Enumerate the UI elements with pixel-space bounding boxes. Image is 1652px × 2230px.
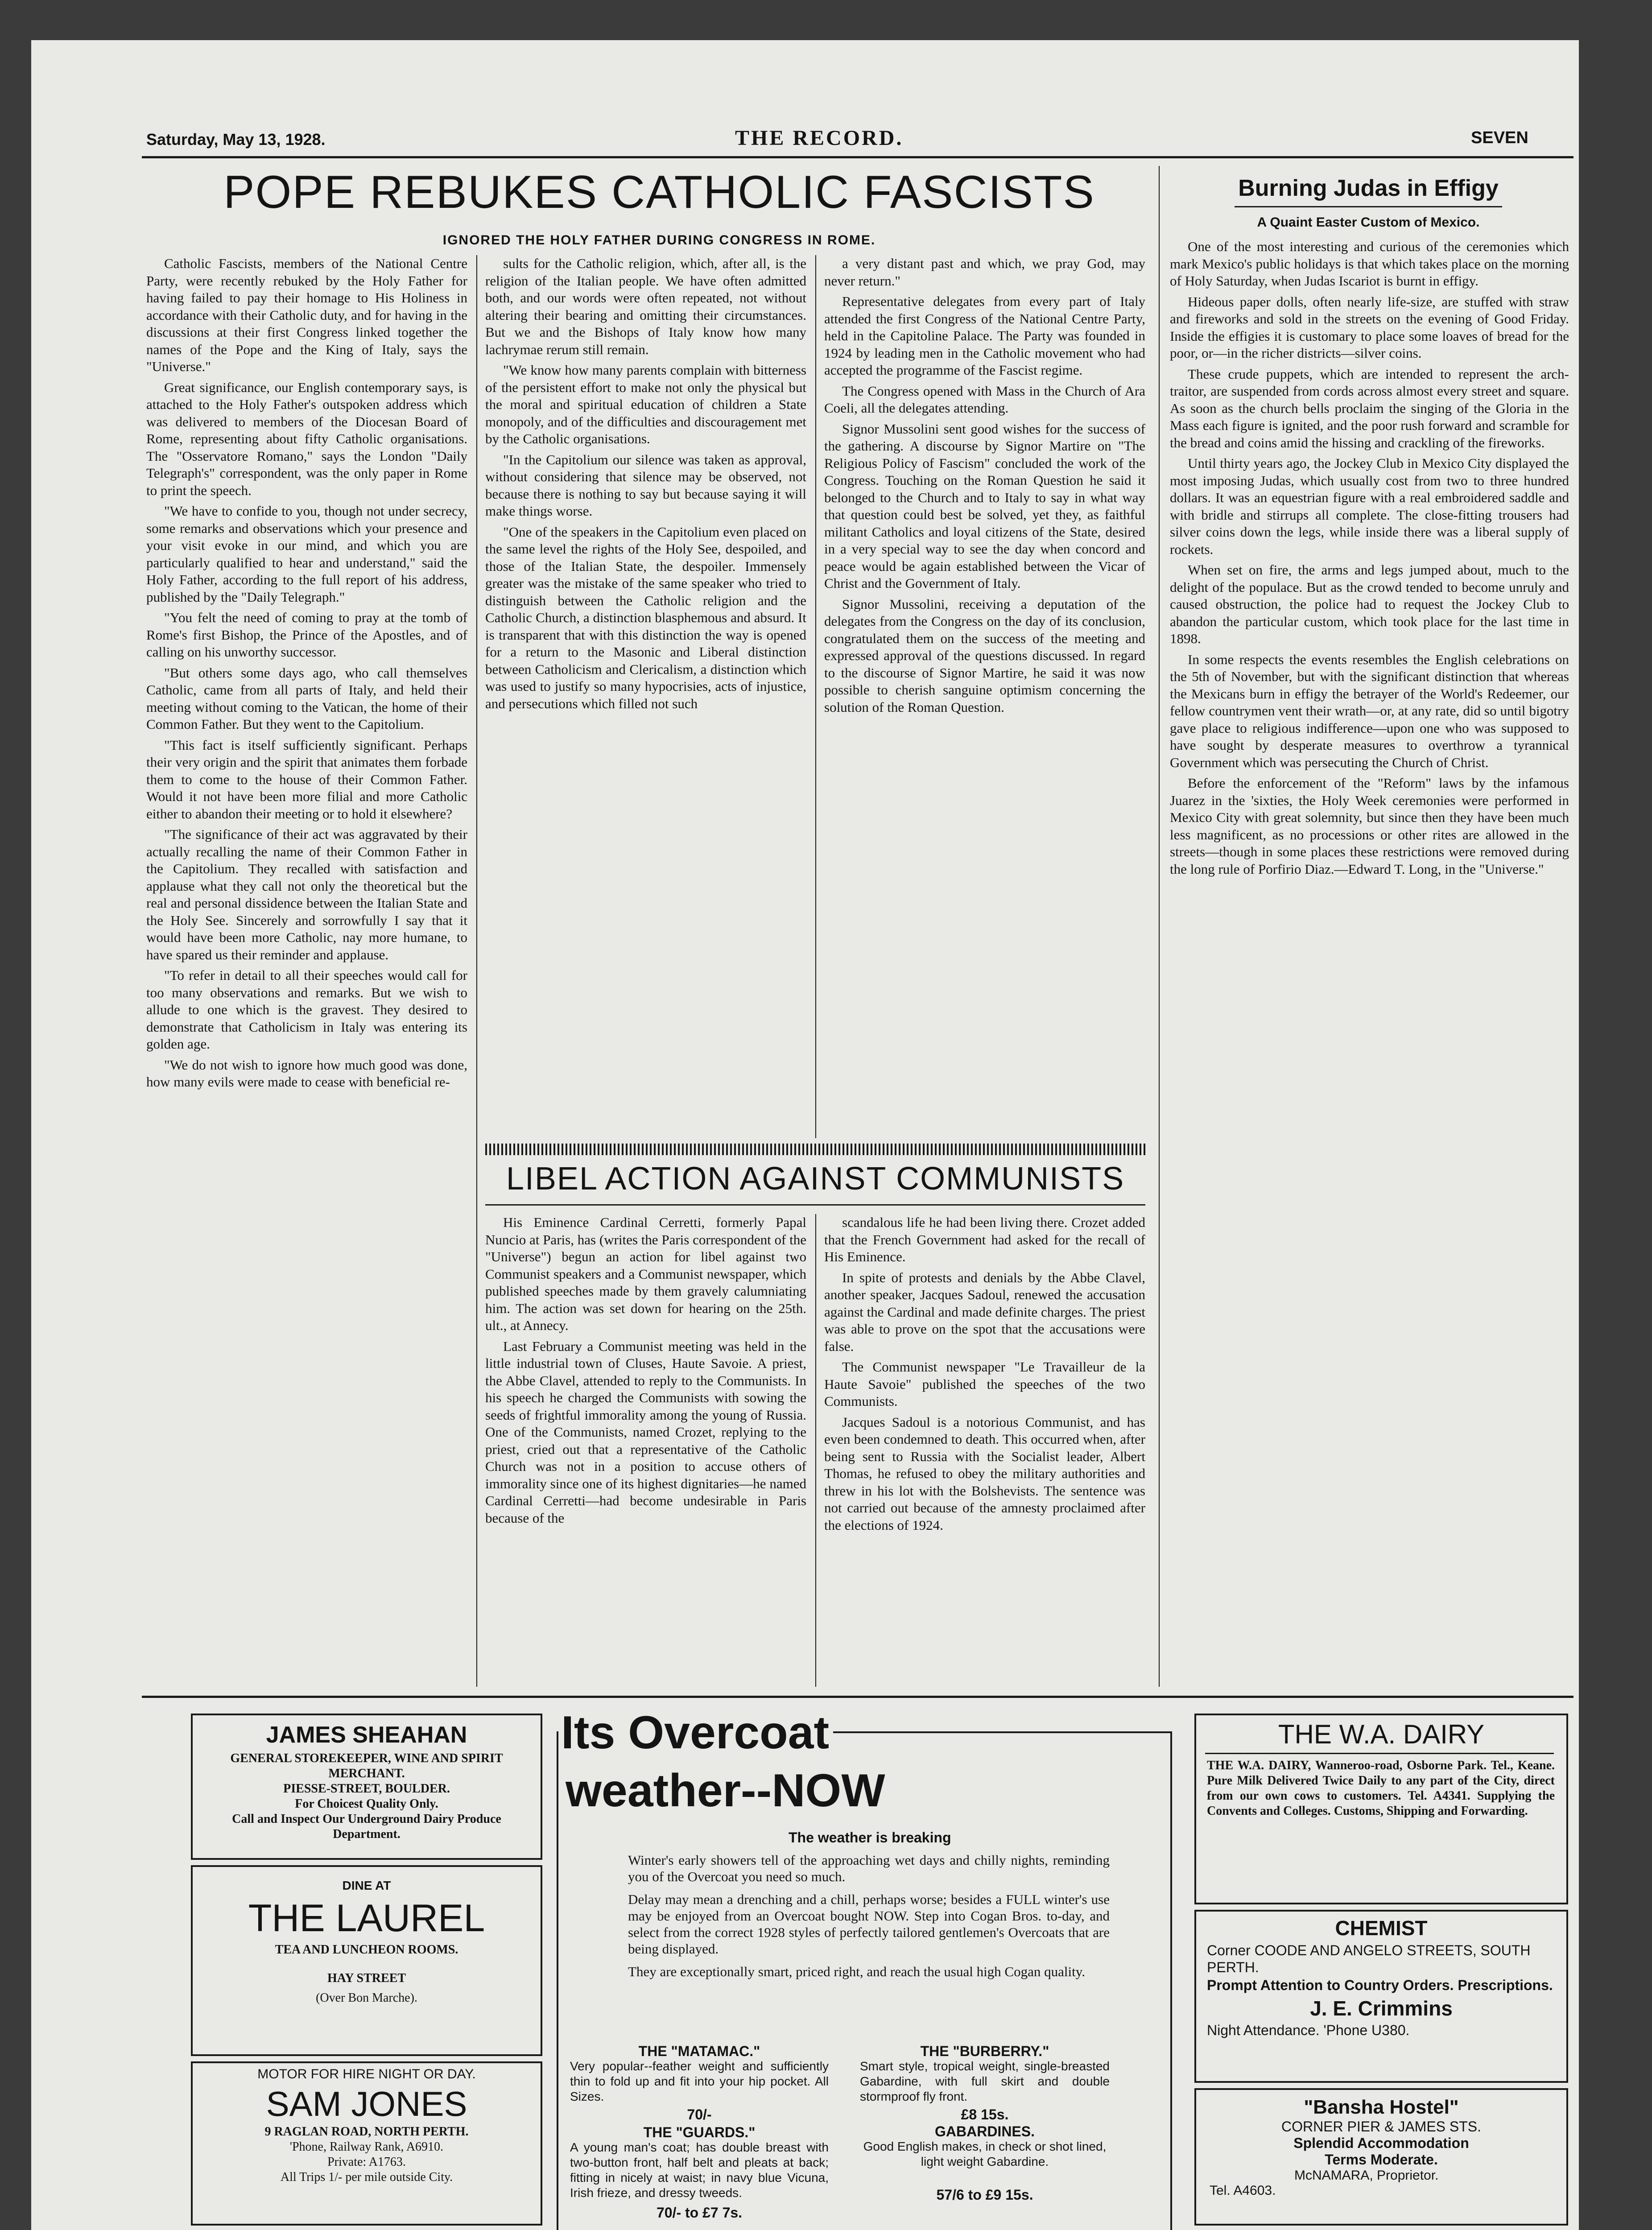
- chemist-who: J. E. Crimmins: [1310, 1997, 1453, 2020]
- gabardines-price: 57/6 to £9 15s.: [936, 2187, 1033, 2203]
- laurel-name: THE LAUREL: [248, 1897, 485, 1940]
- guards-price: 70/- to £7 7s.: [656, 2205, 743, 2221]
- laurel-sub: TEA AND LUNCHEON ROOMS.: [275, 1943, 458, 1957]
- burberry-price: £8 15s.: [961, 2106, 1009, 2123]
- pope-paragraph: Signor Mussolini sent good wishes for the success of the gathering. A discourse by Signor Martire on "The Religious Policy of Fascism" concluded the work of the Congress. Touching on the Roman Question he said it belonged to the Church and to Italy to say in what way that question could best be solved, yet they, as faithful militant Catholics and loyal citizens of the State, desired in a very special way to see the day when concord and peace would be again established between the Vicar of Christ and the Government of Italy.: [824, 421, 1145, 591]
- overcoat-title-1: Its Overcoat: [561, 1707, 830, 1759]
- laurel-dine-at: DINE AT: [342, 1879, 391, 1892]
- overcoat-paragraph: Winter's early showers tell of the approaching wet days and chilly nights, reminding you of the Overcoat you need so much.: [628, 1852, 1110, 1884]
- sheahan-name: JAMES SHEAHAN: [266, 1722, 467, 1748]
- ad-the-laurel: [191, 1865, 542, 2056]
- burberry-text: Smart style, tropical weight, single-breasted Gabardine, with full skirt and double stormproof fly front.: [860, 2059, 1110, 2103]
- samjones-address: 9 RAGLAN ROAD, NORTH PERTH.: [264, 2125, 469, 2139]
- pope-paragraph: Great significance, our English contemporary says, is attached to the Holy Father's outspoken address which was delivered to members of the Diocesan Board of Rome, representing about fifty Catholic organisations. The "Osservatore Romano," says the London "Daily Telegraph's" correspondent, was the only paper in Rome to print the speech.: [146, 379, 467, 498]
- judas-paragraph: In some respects the events resembles the English celebrations on the 5th of November, but with the significant distinction that whereas the Mexicans burn in effigy the betrayer of the World's Redeemer, our fellow countrymen vent their wrath—or, at any rate, did so until bigotry gave place to religious indifference—upon one who was supposed to have sought by desperate measures to overthrow a tyrannical Government which was persecuting the Church of Christ.: [1170, 651, 1569, 770]
- ad-frame-right: [1170, 1731, 1172, 2230]
- libel-paragraph: Last February a Communist meeting was held in the little industrial town of Cluses, Haute Savoie. A priest, the Abbe Clavel, attended to reply to the Communists. In his speech he charged the Communists with sowing the seeds of frightful immorality among the young of Russia. One of the Communists, named Crozet, replying to the priest, cried out that a representative of the Catholic Church was not in a position to accuse others of immorality since one of its highest dignitaries—he named Cardinal Cerretti—had become undesirable in Paris because of the: [485, 1338, 806, 1526]
- masthead-rule: [142, 156, 1574, 158]
- dairy-rule: [1205, 1753, 1554, 1754]
- pope-paragraph: "This fact is itself sufficiently significant. Perhaps their very origin and the spirit that animates them forbade them to come to the house of their Common Father. Would it not have been more filial and more Catholic either to abandon their meeting or to hold it elsewhere?: [146, 737, 467, 822]
- guards-text: A young man's coat; has double breast with two-button front, half belt and pleats at back; fitting in nicely at waist; in navy blue Vicuna, Irish frieze, and dressy tweeds.: [570, 2140, 829, 2200]
- laurel-street: HAY STREET: [327, 1971, 406, 1985]
- sheahan-dairy: Call and Inspect Our Underground Dairy Produce Department.: [232, 1812, 501, 1841]
- ads-rule: [142, 1696, 1574, 1698]
- masthead-page: SEVEN: [1471, 128, 1528, 147]
- ad-frame-top: [833, 1731, 1172, 1733]
- chemist-prompt: Prompt Attention to Country Orders. Prescriptions.: [1207, 1977, 1553, 1993]
- libel-paragraph: scandalous life he had been living there. Crozet added that the French Government had asked for the recall of His Eminence.: [824, 1214, 1145, 1264]
- ad-frame-left: [557, 1731, 558, 2230]
- libel-column-2: [824, 1214, 1145, 1687]
- ad-bansha-hostel: [1194, 2088, 1568, 2226]
- bansha-proprietor: McNAMARA, Proprietor.: [1294, 2168, 1439, 2183]
- matamac-text: Very popular--feather weight and sufficiently thin to fold up and fit into your hip pocket. All Sizes.: [570, 2059, 829, 2103]
- laurel-near: (Over Bon Marche).: [316, 1991, 417, 2005]
- gabardines-heading: GABARDINES.: [934, 2123, 1035, 2139]
- libel-paragraph: His Eminence Cardinal Cerretti, formerly Papal Nuncio at Paris, has (writes the Paris correspondent of the "Universe") begun an action for libel against two Communist speakers and a Communist newspaper, which published speeches made by them gravely calumniating him. The action was set down for hearing on the 25th. ult., at Annecy.: [485, 1214, 806, 1333]
- samjones-hire: MOTOR FOR HIRE NIGHT OR DAY.: [257, 2067, 476, 2081]
- judas-paragraph: These crude puppets, which are intended to represent the arch-traitor, are suspended from cords across almost every street and square. As soon as the church bells proclaim the singing of the Gloria in the Mass each figure is ignited, and the poor rush forward and scramble for the bread and coins amid the hissing and crackling of the fireworks.: [1170, 366, 1569, 450]
- ad-james-sheahan: [191, 1714, 542, 1860]
- pope-paragraph: Representative delegates from every part of Italy attended the first Congress of the National Centre Party, held in the Capitoline Palace. The Party was founded in 1924 by leading men in the Catholic movement who had accepted the programme of the Fascist regime.: [824, 293, 1145, 378]
- samjones-name: SAM JONES: [266, 2084, 467, 2123]
- masthead-paper: THE RECORD.: [735, 126, 904, 150]
- bansha-name: "Bansha Hostel": [1304, 2096, 1459, 2118]
- pope-column-3: [824, 255, 1145, 1138]
- sheahan-street: PIESSE-STREET, BOULDER.: [283, 1782, 450, 1796]
- ad-sam-jones: [191, 2061, 542, 2226]
- overcoat-right-list: [860, 2044, 1110, 2202]
- overcoat-left-list: [570, 2044, 829, 2220]
- column-rule: [1159, 166, 1160, 1687]
- ad-cogan-overcoat: [557, 1705, 1172, 2230]
- overcoat-paragraph: Delay may mean a drenching and a chill, perhaps worse; besides a FULL winter's use may be enjoyed from an Overcoat bought NOW. Step into Cogan Bros. to-day, and select from the correct 1928 styles of perfectly tailored gentlemen's Overcoats that are being displayed.: [628, 1891, 1110, 1957]
- overcoat-intro: [628, 1852, 1110, 1980]
- overcoat-paragraph: They are exceptionally smart, priced right, and reach the usual high Cogan quality.: [628, 1964, 1085, 1979]
- pope-paragraph: "One of the speakers in the Capitolium even placed on the same level the rights of the Holy See, despoiled, and those of the Italian State, the despoiler. Immensely greater was the mistake of the same speaker who tried to distinguish between the Catholic religion and the Catholic Church, a distinction blasphemous and absurd. It is transparent that with this distinction the way is opened for a return to the Masonic and Liberal distinction between Catholicism and Clericalism, a distinction which was used to justify so many hypocrisies, acts of injustice, and persecutions which filled not such: [485, 524, 806, 711]
- samjones-phone: 'Phone, Railway Rank, A6910.: [289, 2140, 444, 2154]
- guards-heading: THE "GUARDS.": [643, 2124, 756, 2140]
- pope-paragraph: "You felt the need of coming to pray at the tomb of Rome's first Bishop, the Prince of the Apostles, and of calling on his unworthy successor.: [146, 610, 467, 660]
- bansha-tel: Tel. A4603.: [1210, 2183, 1276, 2198]
- pope-headline: POPE REBUKES CATHOLIC FASCISTS: [223, 166, 1095, 218]
- judas-headline: Burning Judas in Effigy: [1238, 175, 1499, 201]
- pope-paragraph: The Congress opened with Mass in the Church of Ara Coeli, all the delegates attending.: [824, 383, 1145, 416]
- dairy-name: THE W.A. DAIRY: [1278, 1719, 1485, 1749]
- judas-paragraph: Until thirty years ago, the Jockey Club in Mexico City displayed the most imposing Judas, which usually cost from two to three hundred dollars. It was an equestrian figure with a real embroidered saddle and with bridle and stirrups all complete. The close-fitting trousers had silver coins down the legs, while inside there was a liberal supply of rockets.: [1170, 455, 1569, 557]
- column-rule: [815, 1214, 816, 1687]
- judas-paragraph: One of the most interesting and curious of the ceremonies which mark Mexico's public holidays is that which takes place on the morning of Holy Saturday, when Judas Iscariot is burnt in effigy.: [1170, 239, 1569, 289]
- sheahan-quality: For Choicest Quality Only.: [295, 1797, 438, 1811]
- pope-paragraph: "In the Capitolium our silence was taken as approval, without considering that silence may be observed, not because there is nothing to say but because saying it will make things worse.: [485, 451, 806, 519]
- bansha-corner: CORNER PIER & JAMES STS.: [1281, 2118, 1482, 2135]
- column-rule: [815, 255, 816, 1138]
- pope-column-2: [485, 255, 806, 1138]
- matamac-heading: THE "MATAMAC.": [638, 2043, 760, 2059]
- pope-paragraph: "The significance of their act was aggravated by their actually recalling the name of their Common Father in the Capitolium. They recalled with satisfaction and applause what they call not only the theoretical but the real and personal dissidence between the Italian State and the Holy See. Sincerely and sorrowfully I say that it would have been more Catholic, nay more humane, to have spared us their reminder and applause.: [146, 826, 467, 962]
- judas-column: [1170, 238, 1569, 1681]
- gabardines-text: Good English makes, in check or shot lined, light weight Gabardine.: [863, 2139, 1107, 2168]
- ad-chemist: [1194, 1910, 1568, 2083]
- newspaper-page: [137, 99, 1584, 2230]
- headline-rule: [485, 1204, 1145, 1206]
- pope-paragraph: Catholic Fascists, members of the National Centre Party, were recently rebuked by the Holy Father for having failed to pay their homage to His Holiness in accordance with their Catholic duty, and for having in the discussions at their first Congress linked together the names of the Pope and the King of Italy, says the "Universe.": [146, 256, 467, 374]
- libel-headline: LIBEL ACTION AGAINST COMMUNISTS: [506, 1161, 1125, 1197]
- chemist-night: Night Attendance. 'Phone U380.: [1207, 2022, 1410, 2038]
- pope-paragraph: sults for the Catholic religion, which, after all, is the religion of the Italian people. We have often admitted both, and our words were often repeated, not without altering their bearing and omitting their circumstances. But we and the Bishops of Italy know how many lachrymae rerum still remain.: [485, 256, 806, 357]
- pope-paragraph: "We do not wish to ignore how much good was done, how many evils were made to cease with beneficial re-: [146, 1057, 467, 1090]
- ad-wa-dairy: [1194, 1714, 1568, 1904]
- libel-paragraph: The Communist newspaper "Le Travailleur de la Haute Savoie" published the speeches of the two Communists.: [824, 1359, 1145, 1409]
- samjones-trips: All Trips 1/- per mile outside City.: [280, 2170, 453, 2184]
- pope-paragraph: "We have to confide to you, though not under secrecy, some remarks and observations which your presence and your visit evoke in our mind, and which you are particularly qualified to hear and understand," said the Holy Father, according to the full report of his address, published by the "Daily Telegraph.": [146, 503, 467, 605]
- judas-paragraph: Before the enforcement of the "Reform" laws by the infamous Juarez in the 'sixties, the Holy Week ceremonies were performed in Mexico City with great solemnity, but since then they have been much less magnificent, as no processions or other rites are allowed in the streets—though in some places these restrictions were removed during the long rule of Porfirio Diaz.—Edward T. Long, in the "Universe.": [1170, 775, 1569, 877]
- samjones-private: Private: A1763.: [327, 2155, 406, 2169]
- pope-subhead: IGNORED THE HOLY FATHER DURING CONGRESS IN ROME.: [442, 233, 876, 248]
- burberry-heading: THE "BURBERRY.": [920, 2043, 1049, 2059]
- dairy-text: THE W.A. DAIRY, Wanneroo-road, Osborne Park. Tel., Keane. Pure Milk Delivered Twice Daily to any part of the City, direct from our own cows to customers. Tel. A4341. Supplying the Convents and Colleges. Customs, Shipping and Forwarding.: [1207, 1759, 1555, 1818]
- bansha-splendid: Splendid Accommodation: [1293, 2135, 1469, 2151]
- pope-column-1: [146, 255, 467, 1687]
- judas-paragraph: Hideous paper dolls, often nearly life-size, are stuffed with straw and fireworks and sold in the streets on the evening of Good Friday. Inside the effigies it is customary to place some loaves of bread for the poor, or—in the richer districts—silver coins.: [1170, 293, 1569, 361]
- overcoat-title-2: weather--NOW: [566, 1765, 885, 1817]
- chemist-name: CHEMIST: [1335, 1916, 1428, 1940]
- libel-paragraph: In spite of protests and denials by the Abbe Clavel, another speaker, Jacques Sadoul, renewed the accusation against the Cardinal and made definite charges. The priest was able to prove on the spot that the accusations were false.: [824, 1269, 1145, 1354]
- matamac-price: 70/-: [687, 2106, 712, 2123]
- pope-paragraph: a very distant past and which, we pray God, may never return.": [824, 256, 1145, 289]
- overcoat-breaking: The weather is breaking: [789, 1829, 951, 1846]
- libel-paragraph: Jacques Sadoul is a notorious Communist, and has even been condemned to death. This occurred when, after being sent to Russia with the Socialist leader, Albert Thomas, he refused to obey the military authorities and threw in his lot with the Bolshevists. The sentence was not carried out because of the amnesty proclaimed after the elections of 1924.: [824, 1414, 1145, 1533]
- section-divider: [485, 1144, 1145, 1155]
- libel-column-1: [485, 1214, 806, 1687]
- column-rule: [476, 255, 477, 1687]
- chemist-corner: Corner COODE AND ANGELO STREETS, SOUTH PERTH.: [1207, 1942, 1531, 1975]
- headline-underline: [1235, 206, 1502, 207]
- pope-paragraph: "To refer in detail to all their speeches would call for too many observations and remarks. But we wish to allude to one which is the gravest. They desired to demonstrate that Catholicism in Italy was entering its golden age.: [146, 967, 467, 1052]
- judas-subhead: A Quaint Easter Custom of Mexico.: [1257, 215, 1480, 230]
- sheahan-trade: GENERAL STOREKEEPER, WINE AND SPIRIT MERCHANT.: [230, 1751, 503, 1780]
- pope-paragraph: Signor Mussolini, receiving a deputation of the delegates from the Congress on the day of its conclusion, congratulated them on the success of the meeting and expressed approval of the questions discussed. In regard to the discourse of Signor Martire, he said it was now possible to cherish sanguine optimism concerning the solution of the Roman Question.: [824, 596, 1145, 715]
- judas-paragraph: When set on fire, the arms and legs jumped about, much to the delight of the populace. But as the crowd tended to become unruly and caused obstruction, the police had to request the Jockey Club to abandon the particular custom, which took place for the last time in 1898.: [1170, 562, 1569, 646]
- pope-paragraph: "We know how many parents complain with bitterness of the persistent effort to make not only the physical but the moral and spiritual education of children a State monopoly, and of the difficulties and discouragement met by the Catholic organisations.: [485, 362, 806, 446]
- pope-paragraph: "But others some days ago, who call themselves Catholic, came from all parts of Italy, and held their meeting without coming to the Vatican, the home of their Common Father. But they went to the Capitolium.: [146, 665, 467, 732]
- bansha-terms: Terms Moderate.: [1325, 2152, 1438, 2168]
- masthead-date: Saturday, May 13, 1928.: [146, 130, 326, 149]
